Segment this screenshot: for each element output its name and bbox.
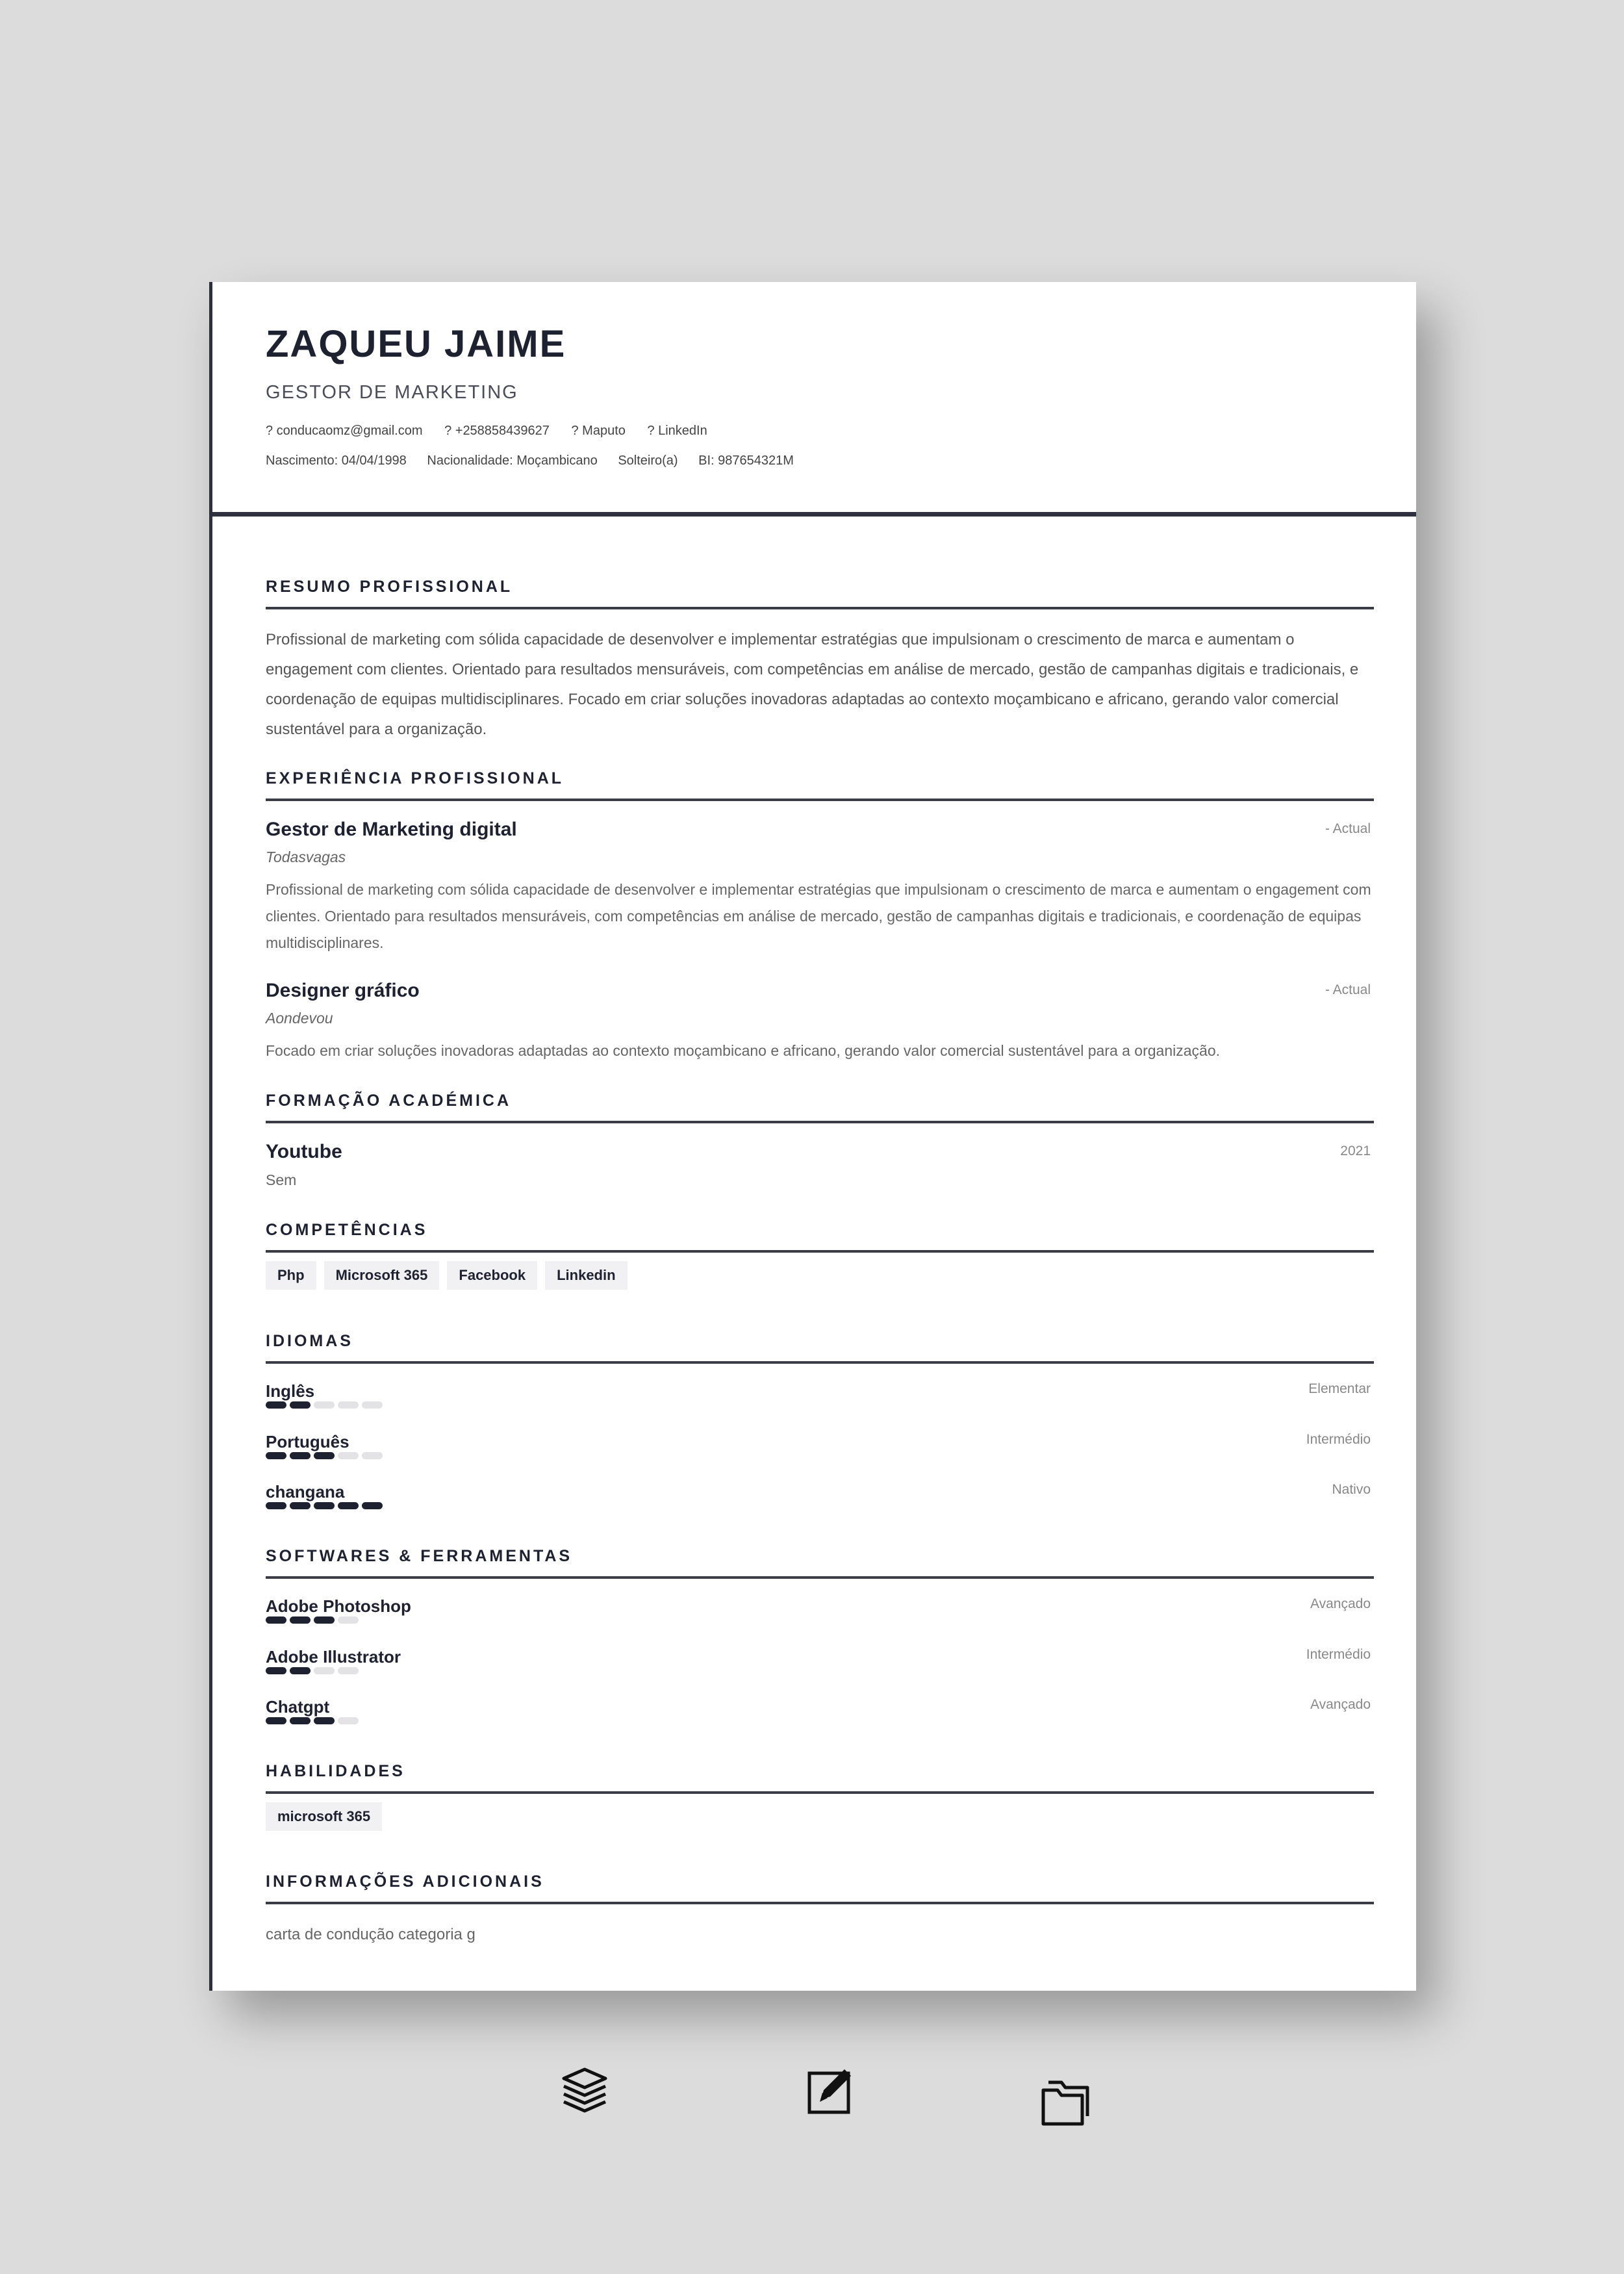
rating-dot-filled (266, 1502, 286, 1509)
resume-page (209, 282, 1416, 1991)
skill-tags (266, 1802, 382, 1831)
rating-dot-filled (266, 1616, 286, 1624)
section-title-skills: HABILIDADES (266, 1762, 1374, 1794)
language-rating (266, 1452, 383, 1459)
id-number: BI: 987654321M (698, 454, 794, 468)
language-name: Inglês (266, 1381, 315, 1401)
contact-phone[interactable]: ? +258858439627 (444, 424, 550, 438)
education-course: Youtube (266, 1141, 342, 1162)
resume-header (212, 282, 1416, 517)
summary-text: Profissional de marketing com sólida capacidade de desenvolver e implementar estratégias que impulsionam o crescimento de marca e aumentam o engagement com clientes. Orientado para resultados mensuráveis, com competências em análise de mercado, gestão de campanhas digitais e tradicionais, e coordenação de equipas multidisciplinares. Focado em criar soluções inovadoras adaptadas ao contexto moçambicano e africano, gerando valor comercial sustentável para a organização. (266, 631, 1359, 738)
section-title-competencies: COMPETÊNCIAS (266, 1221, 1374, 1253)
contact-linkedin[interactable]: ? LinkedIn (647, 424, 707, 438)
additional-text: carta de condução categoria g (266, 1926, 476, 1943)
rating-dot-empty (362, 1452, 383, 1459)
rating-dot-filled (290, 1502, 311, 1509)
rating-dot-empty (338, 1667, 359, 1674)
software-rating (266, 1717, 359, 1724)
software-rating (266, 1616, 359, 1624)
experience-description: Focado em criar soluções inovadoras adaptadas ao contexto moçambicano e africano, gerando valor comercial sustentável para a organização. (266, 1042, 1221, 1059)
rating-dot-filled (266, 1667, 286, 1674)
software-name: Adobe Photoshop (266, 1596, 411, 1616)
section-title-software: SOFTWARES & FERRAMENTAS (266, 1547, 1374, 1579)
section-title-summary: RESUMO PROFISSIONAL (266, 578, 1374, 609)
rating-dot-filled (362, 1502, 383, 1509)
software-level: Avançado (1310, 1596, 1371, 1611)
rating-dot-filled (266, 1401, 286, 1409)
skill-tag: microsoft 365 (266, 1802, 382, 1831)
education-institution: Sem (266, 1171, 297, 1188)
software-name: Chatgpt (266, 1697, 330, 1717)
competency-tag: Facebook (447, 1261, 537, 1290)
rating-dot-filled (314, 1452, 335, 1459)
rating-dot-filled (290, 1667, 311, 1674)
experience-company: Aondevou (266, 1010, 333, 1027)
section-title-languages: IDIOMAS (266, 1332, 1374, 1364)
rating-dot-filled (314, 1616, 335, 1624)
rating-dot-filled (314, 1502, 335, 1509)
rating-dot-empty (338, 1452, 359, 1459)
rating-dot-filled (266, 1452, 286, 1459)
rating-dot-empty (314, 1401, 335, 1409)
competency-tag: Php (266, 1261, 316, 1290)
language-level: Elementar (1308, 1381, 1371, 1396)
layers-icon[interactable] (559, 2063, 611, 2115)
experience-description: Profissional de marketing com sólida capacidade de desenvolver e implementar estratégias que impulsionam o crescimento de marca e aumentam o engagement com clientes. Orientado para resultados mensuráveis, com competências em análise de mercado, gestão de campanhas digitais e tradicionais, e coordenação de equipas multidisciplinares. (266, 881, 1371, 951)
rating-dot-filled (290, 1717, 311, 1724)
rating-dot-empty (338, 1616, 359, 1624)
experience-role: Designer gráfico (266, 980, 420, 1001)
language-level: Intermédio (1306, 1432, 1371, 1447)
competency-tag: Linkedin (545, 1261, 627, 1290)
rating-dot-filled (290, 1401, 311, 1409)
marital-status: Solteiro(a) (618, 454, 678, 468)
birth-date: Nascimento: 04/04/1998 (266, 454, 407, 468)
nationality: Nacionalidade: Moçambicano (427, 454, 598, 468)
rating-dot-filled (290, 1452, 311, 1459)
rating-dot-empty (314, 1667, 335, 1674)
candidate-role: GESTOR DE MARKETING (266, 382, 518, 403)
language-rating (266, 1401, 383, 1409)
section-title-experience: EXPERIÊNCIA PROFISSIONAL (266, 769, 1374, 801)
experience-role: Gestor de Marketing digital (266, 819, 517, 840)
candidate-name: ZAQUEU JAIME (266, 323, 566, 365)
rating-dot-filled (266, 1717, 286, 1724)
language-name: Português (266, 1432, 349, 1451)
section-title-education: FORMAÇÃO ACADÉMICA (266, 1092, 1374, 1123)
folder-icon[interactable] (1039, 2076, 1091, 2128)
experience-company: Todasvagas (266, 849, 346, 865)
experience-period: - Actual (1325, 982, 1371, 997)
rating-dot-filled (290, 1616, 311, 1624)
edit-icon[interactable] (806, 2063, 857, 2115)
contact-line (266, 424, 726, 439)
software-level: Intermédio (1306, 1647, 1371, 1662)
software-level: Avançado (1310, 1697, 1371, 1712)
section-title-additional: INFORMAÇÕES ADICIONAIS (266, 1872, 1374, 1904)
language-rating (266, 1502, 383, 1509)
software-name: Adobe Illustrator (266, 1647, 401, 1667)
rating-dot-filled (338, 1502, 359, 1509)
contact-email[interactable]: ? conducaomz@gmail.com (266, 424, 423, 438)
rating-dot-filled (314, 1717, 335, 1724)
competency-tags (266, 1261, 628, 1290)
competency-tag: Microsoft 365 (324, 1261, 440, 1290)
language-name: changana (266, 1482, 345, 1501)
rating-dot-empty (362, 1401, 383, 1409)
contact-location: ? Maputo (571, 424, 626, 438)
experience-period: - Actual (1325, 821, 1371, 836)
software-rating (266, 1667, 359, 1674)
rating-dot-empty (338, 1717, 359, 1724)
rating-dot-empty (338, 1401, 359, 1409)
personal-info-line (266, 454, 811, 468)
language-level: Nativo (1332, 1482, 1371, 1497)
education-year: 2021 (1340, 1143, 1371, 1158)
